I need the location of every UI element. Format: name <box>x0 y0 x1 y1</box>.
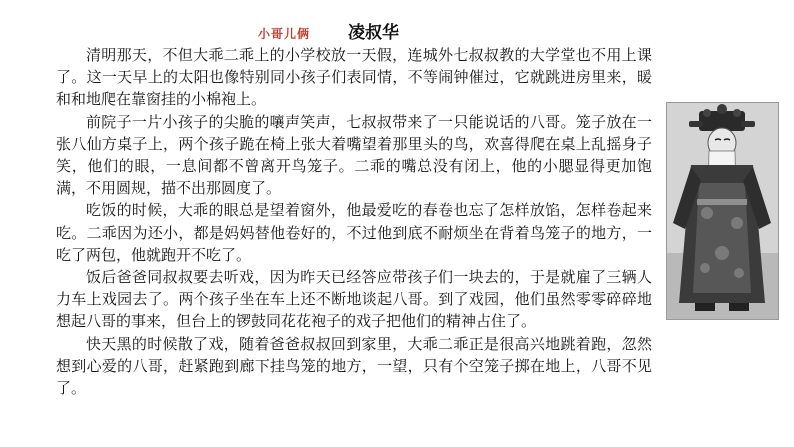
opera-performer-photo <box>666 102 779 320</box>
paragraph-1: 清明那天，不但大乖二乖上的小学校放一天假，连城外七叔叔教的大学堂也不用上课了。这一天早上的太阳也像特别同小孩子们表同情，不等闹钟催过，它就跳进房里来，暖和和地爬在靠窗挂的小棉袍上。 <box>56 46 652 109</box>
paragraph-2: 前院子一片小孩子的尖脆的嚷声笑声，七叔叔带来了一只能说话的八哥。笼子放在一张八仙方桌子上，两个孩子跪在椅上张大着嘴望着那里头的鸟，欢喜得爬在桌上乱摇身子笑，他们的眼，一息间都不曾离开鸟笼子。二乖的嘴总没有闭上，他的小腮显得更加饱满，不用圆规，描不出那圆度了。 <box>56 112 652 198</box>
story-text <box>56 44 652 399</box>
story-title: 小哥儿俩 <box>258 27 311 41</box>
paragraph-5: 快天黑的时候散了戏，随着爸爸叔叔回到家里，大乖二乖正是很高兴地跳着跑，忽然想到心爱的八哥，赶紧跑到廊下挂鸟笼的地方，一望，只有个空笼子掷在地上，八哥不见了。 <box>56 334 652 398</box>
opera-performer-illustration <box>667 103 778 319</box>
heading <box>258 18 400 43</box>
paragraph-4: 饭后爸爸同叔叔要去听戏，因为昨天已经答应带孩子们一块去的，于是就雇了三辆人力车上戏园去了。两个孩子坐在车上还不断地谈起八哥。到了戏园，他们虽然零零碎碎地想起八哥的事来，但台上的锣鼓同花花袍子的戏子把他们的精神占住了。 <box>56 268 652 331</box>
paragraph-3: 吃饭的时候，大乖的眼总是望着窗外，他最爱吃的春卷也忘了怎样放馅，怎样卷起来吃。二乖因为还小，都是妈妈替他卷好的，不过他到底不耐烦坐在背着鸟笼子的地方，一吃了两包，他就跑开不吃了。 <box>56 201 652 264</box>
author-name: 凌叔华 <box>348 23 400 43</box>
